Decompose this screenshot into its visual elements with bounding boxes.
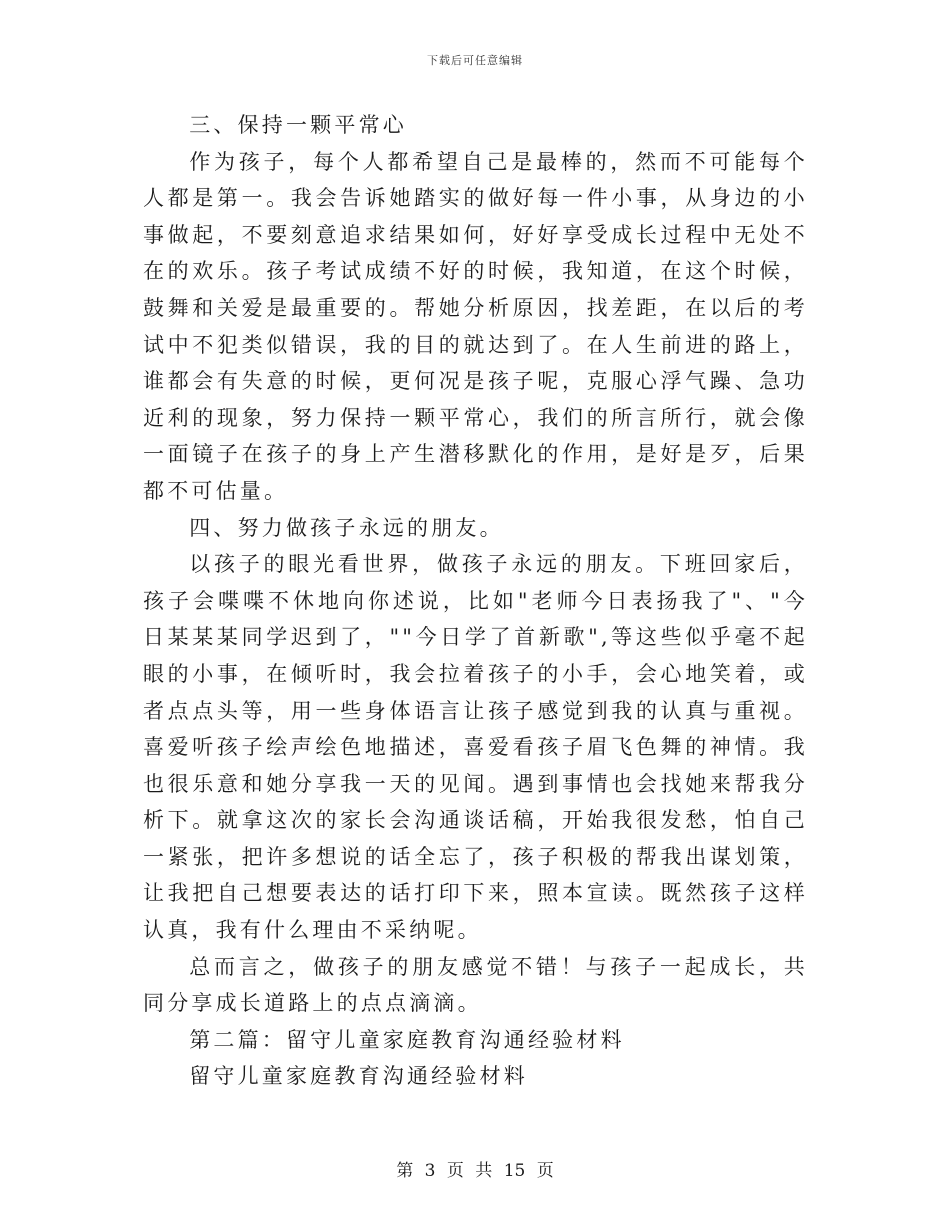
page-footer: 第 3 页 共 15 页 <box>396 1161 554 1181</box>
document-title: 留守儿童家庭教育沟通经验材料 <box>189 1064 528 1089</box>
section-heading-3: 三、保持一颗平常心 <box>189 113 407 137</box>
document-body <box>143 107 808 1095</box>
section-heading-4: 四、努力做孩子永远的朋友。 <box>189 515 504 540</box>
body-paragraph: 作为孩子，每个人都希望自己是最棒的，然而不可能每个人都是第一。我会告诉她踏实的做好每一件小事，从身边的小事做起，不要刻意追求结果如何，好好享受成长过程中无处不在的欢乐。孩子考试成绩不好的时候，我知道，在这个时候，鼓舞和关爱是最重要的。帮她分析原因，找差距，在以后的考试中不犯类似错误，我的目的就达到了。在人生前进的路上，谁都会有失意的时候，更何况是孩子呢，克服心浮气躁、急功近利的现象，努力保持一颗平常心，我们的所言所行，就会像一面镜子在孩子的身上产生潜移默化的作用，是好是歹，后果都不可估量。 <box>143 149 808 503</box>
body-paragraph: 以孩子的眼光看世界，做孩子永远的朋友。下班回家后，孩子会喋喋不休地向你述说，比如"老师今日表扬我了"、"今日某某某同学迟到了，""今日学了首新歌",等这些似乎毫不起眼的小事，在倾听时，我会拉着孩子的小手，会心地笑着，或者点点头等，用一些身体语言让孩子感觉到我的认真与重视。喜爱听孩子绘声绘色地描述，喜爱看孩子眉飞色舞的神情。我也很乐意和她分享我一天的见闻。遇到事情也会找她来帮我分析下。就拿这次的家长会沟通谈话稿，开始我很发愁，怕自己一紧张，把许多想说的话全忘了，孩子积极的帮我出谋划策，让我把自己想要表达的话打印下来，照本宣读。既然孩子这样认真，我有什么理由不采纳呢。 <box>143 552 808 943</box>
body-paragraph: 总而言之，做孩子的朋友感觉不错！与孩子一起成长，共同分享成长道路上的点点滴滴。 <box>143 954 808 1016</box>
chapter-title: 第二篇：留守儿童家庭教育沟通经验材料 <box>189 1027 625 1052</box>
header-note: 下载后可任意编辑 <box>427 54 523 67</box>
